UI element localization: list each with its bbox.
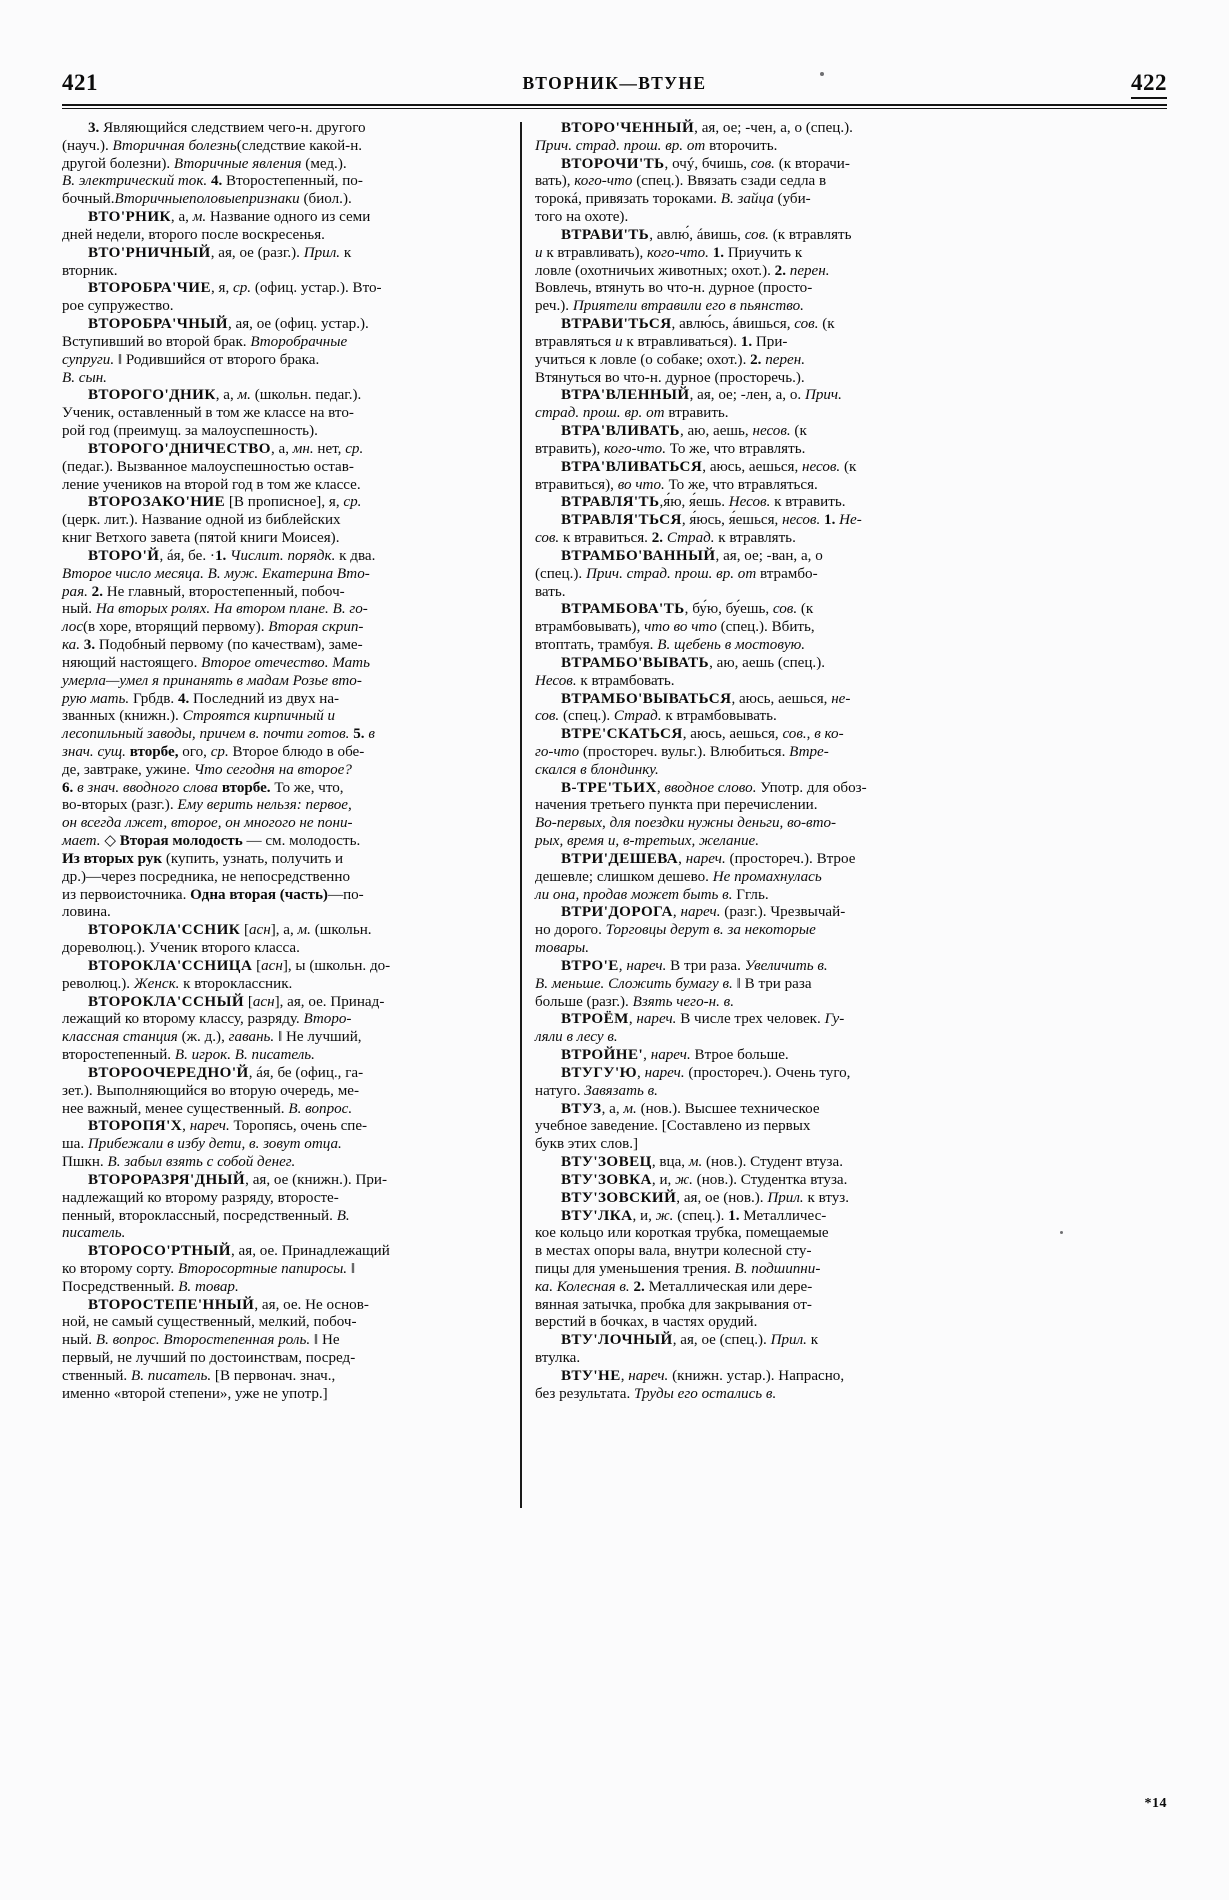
dictionary-entry-line: ВТРА'ВЛЕННЫЙ, ая, ое; -лен, а, о. Прич. <box>561 387 842 404</box>
dictionary-entry-line: В-ТРЕ'ТЬИХ, вводное слово. Употр. для обоз- <box>561 779 867 796</box>
dictionary-entry-line: ка. Колесная в. 2. Металлическая или дере- <box>535 1278 813 1295</box>
dictionary-entry-line: торокá, привязать тороками. В. зайца (уби- <box>535 191 811 208</box>
dictionary-entry-line: супруги. ‖ Родившийся от второго брака. <box>62 351 320 368</box>
dictionary-entry-line: втоптать, трамбуя. В. щебень в мостовую. <box>535 637 806 654</box>
dictionary-entry-line: (церк. лит.). Название одной из библейских <box>62 512 341 529</box>
dictionary-entry-line: рое супружество. <box>62 298 174 315</box>
dictionary-entry-line: ляли в лесу в. <box>535 1029 618 1046</box>
dictionary-entry-line: ВТО'РНИЧНЫЙ, ая, ое (разг.). Прил. к <box>88 244 352 261</box>
dictionary-entry-line: ВТУ'ЗОВСКИЙ, ая, ое (нов.). Прил. к втуз. <box>561 1189 850 1206</box>
dictionary-entry-line: книг Ветхого завета (пятой книги Моисея). <box>62 530 340 547</box>
folio-right: 422 <box>1130 70 1167 95</box>
dictionary-entry-line: умерла—умел я принанять в мадам Розье вто- <box>62 672 362 689</box>
scan-speck <box>820 72 824 76</box>
dictionary-entry-line: бочный.Вторичныеполовыепризнаки (биол.). <box>62 191 352 208</box>
dictionary-entry-line: Из вторых рук (купить, узнать, получить и <box>62 850 344 867</box>
dictionary-entry-line: де, завтраке, ужине. Что сегодня на второе? <box>62 761 352 778</box>
dictionary-entry-line: верстий в бочках, в частях орудий. <box>535 1314 758 1331</box>
running-head <box>62 62 1167 96</box>
dictionary-entry-line: сов. (спец.). Страд. к втрамбовывать. <box>535 708 777 725</box>
dictionary-entry-line: того на охоте). <box>535 209 629 226</box>
dictionary-entry-line: из первоисточника. Одна вторая (часть)—по- <box>62 886 364 903</box>
dictionary-entry-line: ВТОРОЗАКО'НИЕ [В прописное], я, ср. <box>88 494 362 511</box>
dictionary-entry-line: ВТРАМБОВА'ТЬ, бу́ю, бу́ешь, сов. (к <box>561 601 814 618</box>
dictionary-entry-line: мает. ◇ Вторая молодость — см. молодость. <box>62 833 361 850</box>
dictionary-entry-line: ВТУ'НЕ, нареч. (книжн. устар.). Напрасно, <box>561 1367 845 1384</box>
dictionary-entry-line: ВТОРОБРА'ЧНЫЙ, ая, ое (офиц. устар.). <box>88 316 369 333</box>
dictionary-entry-line: ВТОРОПЯ'Х, нареч. Торопясь, очень спе- <box>88 1118 368 1135</box>
dictionary-entry-line: ловина. <box>62 904 111 921</box>
dictionary-entry-line: вянная затычка, пробка для закрывания от- <box>535 1296 812 1313</box>
dictionary-entry-line: (науч.). Вторичная болезнь(следствие какой-н. <box>62 137 363 154</box>
dictionary-entry-line: ВТОРОКЛА'ССНЫЙ [асн], ая, ое. Принад- <box>88 993 385 1010</box>
dictionary-entry-line: учиться к ловле (о собаке; охот.). 2. перен. <box>535 351 805 368</box>
dictionary-entry-line: другой болезни). Вторичные явления (мед.). <box>62 155 347 172</box>
dictionary-entry-line: ВТОРОГО'ДНИЧЕСТВО, а, мн. нет, ср. <box>88 440 364 457</box>
dictionary-entry-line: няющий настоящего. Второе отечество. Мать <box>62 654 370 671</box>
dictionary-entry-line: Вовлечь, втянуть во что-н. дурное (просто- <box>535 280 813 297</box>
dictionary-entry-line: ВТРА'ВЛИВАТЬ, аю, аешь, несов. (к <box>561 423 807 440</box>
dictionary-entry-line: ша. Прибежали в избу дети, в. зовут отца. <box>62 1136 342 1153</box>
dictionary-entry-line: второстепенный. В. игрок. В. писатель. <box>62 1047 315 1064</box>
dictionary-entry-line: классная станция (ж. д.), гавань. ‖ Не лучший, <box>62 1029 362 1046</box>
dictionary-entry-line: В. меньше. Сложить бумагу в. ‖ В три раза <box>535 975 812 992</box>
dictionary-entry-line: ВТУ'ЛКА, и, ж. (спец.). 1. Металличес- <box>561 1207 827 1224</box>
dictionary-entry-line: 6. в знач. вводного слова вторбе. То же, что, <box>62 779 344 796</box>
dictionary-entry-line: учебное заведение. [Составлено из первых <box>535 1118 811 1135</box>
dictionary-entry-line: ВТРА'ВЛИВАТЬСЯ, аюсь, аешься, несов. (к <box>561 458 857 475</box>
dictionary-entry-line: ВТОРОКЛА'ССНИК [асн], а, м. (школьн. <box>88 922 372 939</box>
dictionary-entry-line: он всегда лжет, второе, он многого не пони- <box>62 815 353 832</box>
dictionary-entry-line: первый, не лучший по достоинствам, посред- <box>62 1350 356 1367</box>
dictionary-entry-line: реч.). Приятели втравили его в пьянство. <box>535 298 804 315</box>
dictionary-entry-line: Второе число месяца. В. муж. Екатерина Вто- <box>62 565 370 582</box>
dictionary-entry-line: Во-первых, для поездки нужны деньги, во-вто- <box>535 815 837 832</box>
dictionary-entry-line: ВТУГУ'Ю, нареч. (простореч.). Очень туго, <box>561 1064 851 1081</box>
dictionary-entry-line: лежащий ко второму классу, разряду. Второ- <box>62 1011 352 1028</box>
dictionary-entry-line: званных (книжн.). Строятся кирпичный и <box>62 708 336 725</box>
dictionary-entry-line: (спец.). Прич. страд. прош. вр. от втрамбо- <box>535 565 818 582</box>
dictionary-entry-line: ВТРЕ'СКАТЬСЯ, аюсь, аешься, сов., в ко- <box>561 726 844 743</box>
dictionary-entry-line: ной, не самый существенный, мелкий, побоч- <box>62 1314 357 1331</box>
dictionary-entry-line: Несов. к втрамбовать. <box>535 672 675 689</box>
dictionary-entry-line: (педаг.). Вызванное малоуспешностью остав- <box>62 458 354 475</box>
signature-mark: *14 <box>1144 1796 1167 1811</box>
dictionary-entry-line: ВТОРО'ЧЕННЫЙ, ая, ое; -чен, а, о (спец.). <box>561 120 853 136</box>
dictionary-entry-line: Втянуться во что-н. дурное (просторечь.). <box>535 369 805 386</box>
dictionary-entry-line: рых, время и, в-третьих, желание. <box>535 833 760 850</box>
dictionary-entry-line: В. сын. <box>62 369 107 386</box>
dictionary-entry-line: Вступивший во второй брак. Второбрачные <box>62 333 348 350</box>
dictionary-entry-line: дней недели, второго после воскресенья. <box>62 226 325 243</box>
dictionary-entry-line: ВТО'РНИК, а, м. Название одного из семи <box>88 209 371 226</box>
dictionary-entry-line: ВТОРОЧИ'ТЬ, очý, бчишь, сов. (к вторачи- <box>561 155 850 172</box>
dictionary-entry-line: вторник. <box>62 262 118 279</box>
dictionary-entry-line: ВТУ'ЗОВКА, и, ж. (нов.). Студентка втуза. <box>561 1171 848 1188</box>
dictionary-entry-line: ВТРАМБО'ВЫВАТЬСЯ, аюсь, аешься, не- <box>561 690 851 707</box>
dictionary-entry-line: втулка. <box>535 1350 581 1367</box>
dictionary-entry-line: начения третьего пункта при перечислении. <box>535 797 818 814</box>
dictionary-entry-line: дешевле; слишком дешево. Не промахнулась <box>535 868 822 885</box>
dictionary-entry-line: ВТОРОГО'ДНИК, а, м. (школьн. педаг.). <box>88 387 362 404</box>
dictionary-entry-line: пицы для уменьшения трения. В. подшипни- <box>535 1261 821 1277</box>
dictionary-entry-line: Прич. страд. прош. вр. от второчить. <box>535 137 778 154</box>
dictionary-entry-line: Пшкн. В. забыл взять с собой денег. <box>62 1154 296 1171</box>
dictionary-entry-line: ВТРАВЛЯ'ТЬСЯ, я́юсь, я́ешься, несов. 1. Не- <box>561 512 862 529</box>
dictionary-entry-line: кое кольцо или короткая трубка, помещаемые <box>535 1225 829 1242</box>
dictionary-entry-line: ВТРОЙНЕ', нареч. Втрое больше. <box>561 1047 789 1064</box>
dictionary-entry-line: ственный. В. писатель. [В первонач. знач., <box>62 1367 336 1384</box>
continuation-line: 3. Являющийся следствием чего-н. другого <box>88 120 366 136</box>
dictionary-entry-line: сов. к втравиться. 2. Страд. к втравлять. <box>535 530 796 547</box>
dictionary-entry-line: и к втравливать), кого-что. 1. Приучить к <box>535 244 803 261</box>
dictionary-entry-line: др.)—через посредника, не непосредственно <box>62 868 350 885</box>
dictionary-entry-line: революц.). Женск. к второклассник. <box>62 975 293 992</box>
dictionary-entry-line: натуго. Завязать в. <box>535 1082 658 1099</box>
dictionary-entry-line: ВТОРООЧЕРЕДНО'Й, áя, бе (офиц., га- <box>88 1064 364 1081</box>
dictionary-entry-line: ВТУ'ЛОЧНЫЙ, ая, ое (спец.). Прил. к <box>561 1332 819 1349</box>
dictionary-entry-line: лесопильный заводы, причем в. почти готов. 5. в <box>62 726 375 743</box>
dictionary-entry-line: втравиться), во что. То же, что втравляться. <box>535 476 818 493</box>
dictionary-entry-line: в местах опоры вала, внутри колесной сту- <box>535 1243 812 1260</box>
dictionary-entry-line: но дорого. Торговцы дерут в. за некоторые <box>535 922 816 939</box>
dictionary-entry-line: товары. <box>535 940 589 957</box>
dictionary-entry-line: ВТРАВИ'ТЬ, авлю́, áвишь, сов. (к втравлять <box>561 226 852 243</box>
dictionary-entry-line: лос(в хоре, вторящий первому). Вторая скрип- <box>62 619 364 636</box>
dictionary-entry-line: надлежащий ко второму разряду, второсте- <box>62 1189 339 1206</box>
dictionary-entry-line: вать), кого-что (спец.). Ввязать сзади седла в <box>535 173 827 190</box>
dictionary-entry-line: нее важный, менее существенный. В. вопрос. <box>62 1100 353 1117</box>
dictionary-entry-line: рая. 2. Не главный, второстепенный, побоч- <box>62 583 345 600</box>
dictionary-entry-line: ВТОРОСО'РТНЫЙ, ая, ое. Принадлежащий <box>88 1243 390 1260</box>
running-head-title: ВТОРНИК—ВТУНЕ <box>522 73 707 93</box>
dictionary-entry-line: го-что (простореч. вульг.). Влюбиться. Втре- <box>535 743 829 760</box>
dictionary-entry-line: букв этих слов.] <box>535 1136 639 1153</box>
dictionary-entry-line: втрамбовывать), что во что (спец.). Вбить, <box>535 619 815 636</box>
dictionary-entry-line: вать. <box>535 583 566 600</box>
dictionary-entry-line: ВТОРОКЛА'ССНИЦА [асн], ы (школьн. до- <box>88 957 391 974</box>
dictionary-entry-line: ВТОРОСТЕПЕ'ННЫЙ, ая, ое. Не основ- <box>88 1296 369 1313</box>
dictionary-entry-line: рой год (преимущ. за малоуспешность). <box>62 423 318 440</box>
dictionary-entry-line: ВТРИ'ДЕШЕВА, нареч. (простореч.). Втрое <box>561 850 856 867</box>
dictionary-entry-line: ВТУЗ, а, м. (нов.). Высшее техническое <box>561 1100 820 1117</box>
dictionary-entry-line: В. электрический ток. 4. Второстепенный, по- <box>62 173 363 190</box>
dictionary-entry-line: дореволюц.). Ученик второго класса. <box>62 940 300 957</box>
dictionary-entry-line: ВТОРОРАЗРЯ'ДНЫЙ, ая, ое (книжн.). При- <box>88 1171 387 1188</box>
dictionary-entry-line: зет.). Выполняющийся во вторую очередь, ме- <box>62 1082 359 1099</box>
dictionary-entry-line: ВТОРОБРА'ЧИЕ, я, ср. (офиц. устар.). Вто- <box>88 280 382 297</box>
column-left <box>62 120 509 1780</box>
header-rule <box>62 104 1167 109</box>
dictionary-entry-line: ка. 3. Подобный первому (по качествам), заме- <box>62 637 363 654</box>
dictionary-entry-line: больше (разг.). Взять чего-н. в. <box>535 993 734 1010</box>
dictionary-entry-line: писатель. <box>62 1225 126 1242</box>
dictionary-entry-line: ВТОРО'Й, áя, бе. ·1. Числит. порядк. к два. <box>88 547 376 564</box>
column-divider <box>509 120 535 1780</box>
column-right <box>535 120 982 1780</box>
dictionary-entry-line: ВТУ'ЗОВЕЦ, вца, м. (нов.). Студент втуза. <box>561 1154 843 1171</box>
text-columns <box>62 120 1171 1780</box>
dictionary-entry-line: ный. На вторых ролях. На втором плане. В. го- <box>62 601 368 618</box>
dictionary-entry-line: именно «второй степени», уже не употр.] <box>62 1385 328 1402</box>
dictionary-entry-line: втравляться и к втравливаться). 1. При- <box>535 333 788 350</box>
dictionary-entry-line: ление учеников на второй год в том же классе. <box>62 476 361 493</box>
dictionary-entry-line: ли она, продав может быть в. Ггль. <box>535 886 769 903</box>
dictionary-entry-line: ловле (охотничьих животных; охот.). 2. перен. <box>535 262 830 279</box>
dictionary-entry-line: рую мать. Грбдв. 4. Последний из двух на- <box>62 690 340 707</box>
dictionary-entry-line: Ученик, оставленный в том же классе на вто- <box>62 405 354 422</box>
dictionary-entry-line: скался в блондинку. <box>535 761 659 778</box>
dictionary-entry-line: Посредственный. В. товар. <box>62 1278 239 1295</box>
dictionary-entry-line: пенный, второклассный, посредственный. В. <box>62 1207 350 1224</box>
dictionary-entry-line: ный. В. вопрос. Второстепенная роль. ‖ Не <box>62 1332 340 1349</box>
dictionary-entry-line: страд. прош. вр. от втравить. <box>535 405 729 422</box>
dictionary-entry-line: ВТРОЁМ, нареч. В числе трех человек. Гу- <box>561 1011 845 1028</box>
dictionary-entry-line: ВТРАМБО'ВАННЫЙ, ая, ое; -ван, а, о <box>561 547 823 564</box>
dictionary-entry-line: во-вторых (разг.). Ему верить нельзя: первое, <box>62 797 352 814</box>
dictionary-entry-line: ВТРО'Е, нареч. В три раза. Увеличить в. <box>561 957 828 974</box>
dictionary-entry-line: ВТРАВЛЯ'ТЬ,я́ю, я́ешь. Несов. к втравить. <box>561 494 846 511</box>
folio-left: 421 <box>62 70 98 95</box>
dictionary-entry-line: ВТРИ'ДОРОГА, нареч. (разг.). Чрезвычай- <box>561 904 846 921</box>
dictionary-entry-line: без результата. Труды его остались в. <box>535 1385 777 1402</box>
dictionary-entry-line: ВТРАМБО'ВЫВАТЬ, аю, аешь (спец.). <box>561 654 826 671</box>
dictionary-entry-line: втравить), кого-что. То же, что втравлять. <box>535 440 806 457</box>
dictionary-entry-line: знач. сущ. вторбе, ого, ср. Второе блюдо в обе- <box>62 743 365 760</box>
dictionary-entry-line: ко второму сорту. Второсортные папиросы. ‖ <box>62 1261 356 1277</box>
dictionary-entry-line: ВТРАВИ'ТЬСЯ, авлю́сь, áвишься, сов. (к <box>561 316 835 333</box>
